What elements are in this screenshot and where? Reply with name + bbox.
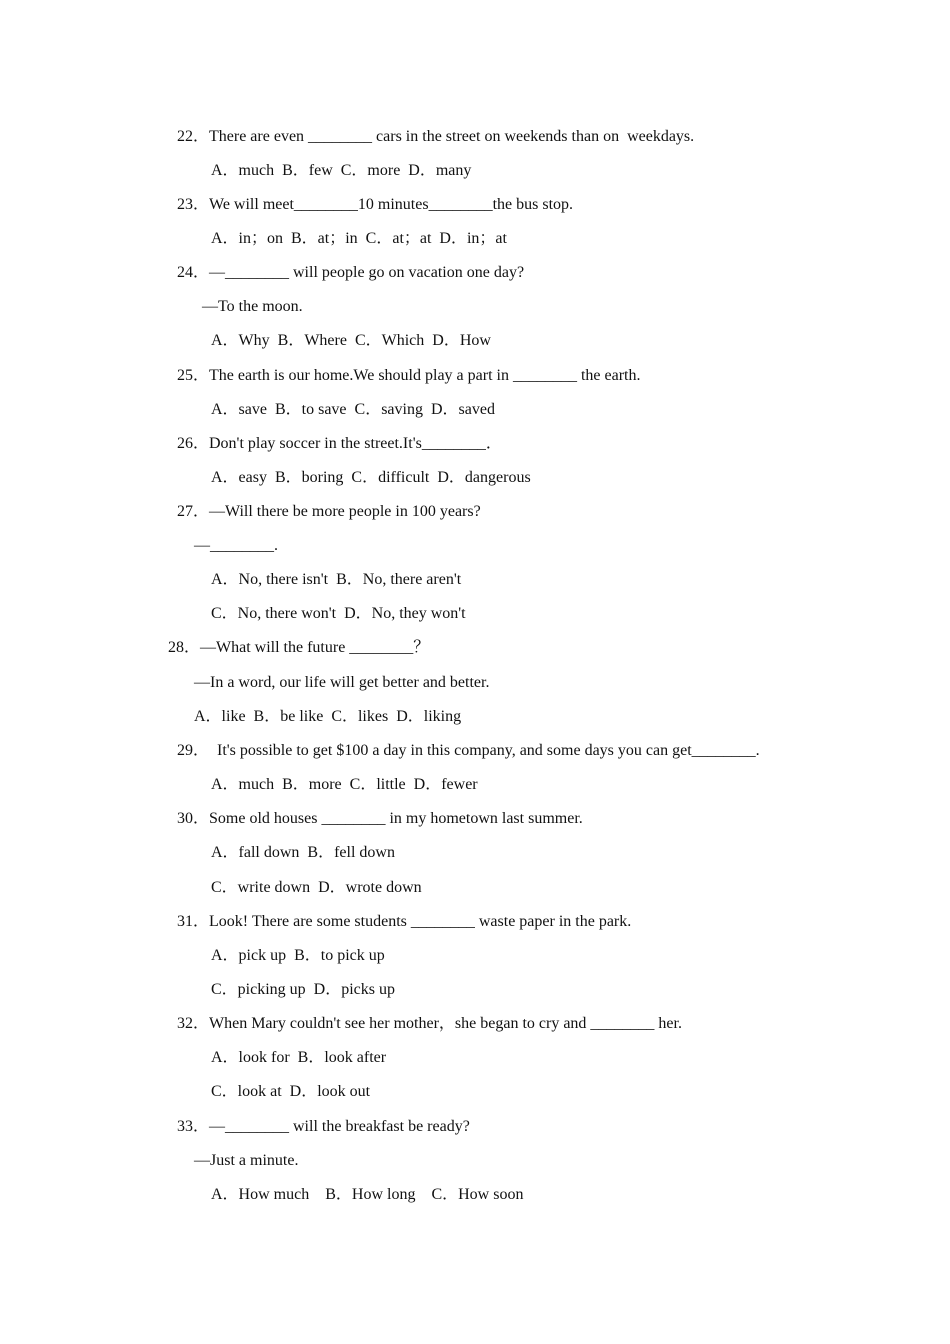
question-27-options-cd: C．No, there won't D．No, they won't [211,605,466,622]
question-22-options: A．much B．few C．more D．many [211,162,472,179]
question-24-text: 24．—________ will people go on vacation one day? [177,264,525,281]
question-30-options-ab: A．fall down B．fell down [211,844,395,861]
question-25-options: A．save B．to save C．saving D．saved [211,401,495,418]
question-33-answer: —Just a minute. [194,1152,299,1169]
question-29-text: 29． It's possible to get $100 a day in this company, and some days you can get________. [177,742,760,759]
question-25-text: 25．The earth is our home.We should play a part in ________ the earth. [177,367,641,384]
question-32-text: 32．When Mary couldn't see her mother，she began to cry and ________ her. [177,1015,682,1032]
question-33-options: A．How much B．How long C．How soon [211,1186,524,1203]
question-31-options-ab: A．pick up B．to pick up [211,947,385,964]
question-30-options-cd: C．write down D．wrote down [211,879,422,896]
question-24-answer: —To the moon. [202,298,303,315]
question-32-options-ab: A．look for B．look after [211,1049,387,1066]
question-27-options-ab: A．No, there isn't B．No, there aren't [211,571,462,588]
question-32-options-cd: C．look at D．look out [211,1083,371,1100]
question-31-text: 31．Look! There are some students ________ waste paper in the park. [177,913,632,930]
question-27-answer: —________. [194,537,278,554]
question-23-text: 23．We will meet________10 minutes________the bus stop. [177,196,574,213]
question-23-options: A．in；on B．at；in C．at；at D．in；at [211,230,507,247]
question-31-options-cd: C．picking up D．picks up [211,981,395,998]
question-26-text: 26．Don't play soccer in the street.It's________． [177,435,502,452]
question-30-text: 30．Some old houses ________ in my hometown last summer. [177,810,583,827]
question-26-options: A．easy B．boring C．difficult D．dangerous [211,469,531,486]
question-27-text: 27．—Will there be more people in 100 years? [177,503,481,520]
question-24-options: A．Why B．Where C．Which D．How [211,332,491,349]
question-22-text: 22．There are even ________ cars in the street on weekends than on weekdays. [177,128,695,145]
question-28-answer: —In a word, our life will get better and better. [194,674,490,691]
question-33-text: 33．—________ will the breakfast be ready? [177,1118,470,1135]
question-28-text: 28．—What will the future ________？ [168,639,430,656]
question-28-options: A．like B．be like C．likes D．liking [194,708,462,725]
question-29-options: A．much B．more C．little D．fewer [211,776,478,793]
